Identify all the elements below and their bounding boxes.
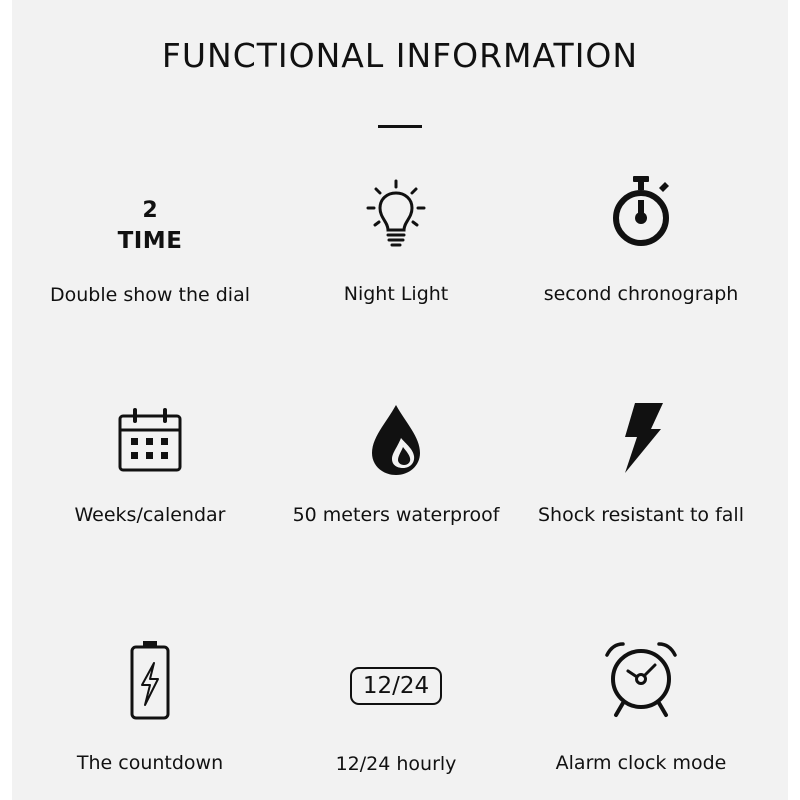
lightbulb-icon — [266, 174, 526, 254]
page-title: FUNCTIONAL INFORMATION — [161, 36, 639, 75]
feature-shock-resistant — [511, 395, 771, 555]
feature-label: The countdown — [76, 752, 224, 774]
stopwatch-icon — [511, 172, 771, 252]
alarm-clock-icon — [511, 640, 771, 720]
calendar-icon — [20, 401, 280, 481]
feature-label: Night Light — [343, 283, 449, 305]
feature-label: Alarm clock mode — [555, 752, 727, 774]
feature-label: Weeks/calendar — [74, 504, 226, 526]
feature-label: 12/24 hourly — [335, 753, 457, 775]
twelve-twentyfour-icon: 12/24 — [266, 646, 526, 726]
feature-chronograph — [511, 170, 771, 330]
feature-label: 50 meters waterproof — [292, 504, 500, 526]
water-drop-icon — [266, 399, 526, 479]
feature-double-dial — [20, 170, 280, 330]
two-time-icon: 2 TIME — [117, 197, 183, 254]
feature-label: second chronograph — [543, 283, 739, 305]
feature-hourly — [266, 640, 526, 800]
battery-icon — [20, 640, 280, 720]
feature-label: Double show the dial — [50, 284, 250, 306]
feature-calendar — [20, 395, 280, 555]
title-divider — [378, 125, 422, 128]
feature-alarm-clock — [511, 640, 771, 800]
lightning-bolt-icon — [511, 397, 771, 477]
feature-night-light — [266, 170, 526, 330]
feature-countdown — [20, 640, 280, 800]
feature-label: Shock resistant to fall — [537, 504, 744, 526]
feature-waterproof — [266, 395, 526, 555]
